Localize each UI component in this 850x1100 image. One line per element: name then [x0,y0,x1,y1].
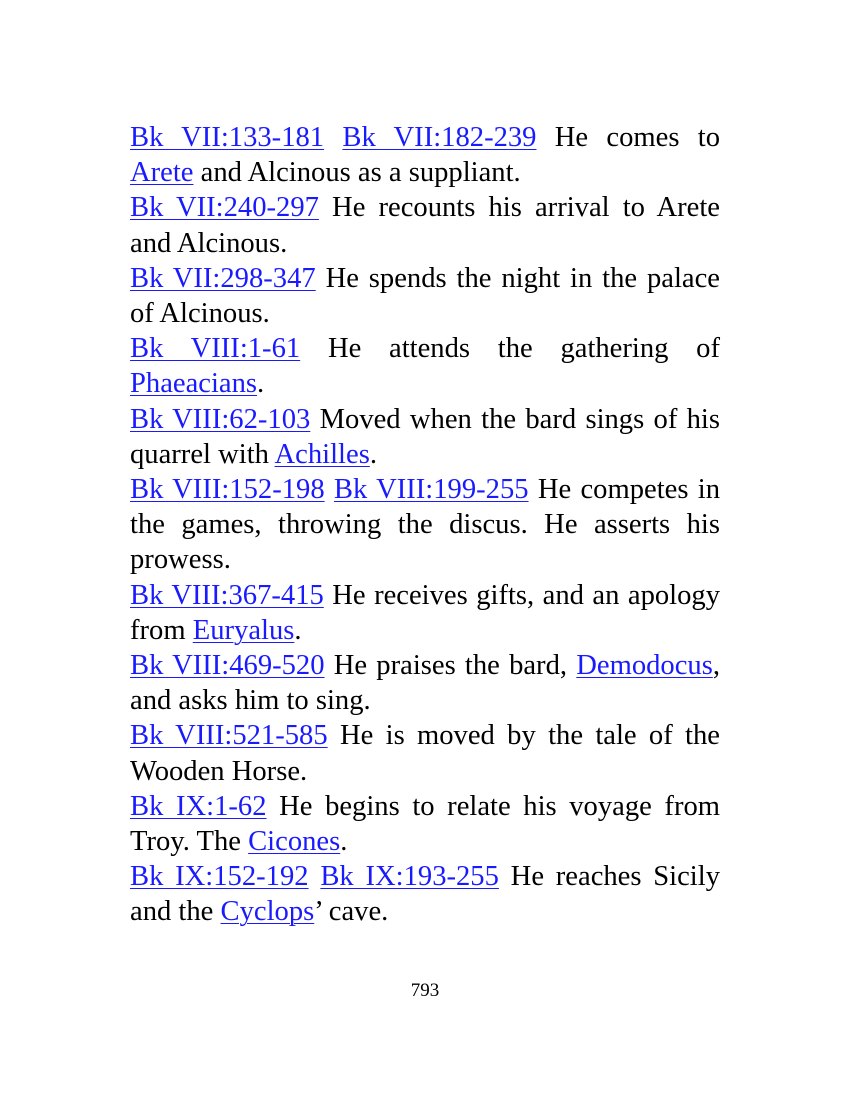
link-arete[interactable]: Arete [130,157,194,189]
ref-link-bk9-152-192[interactable]: Bk IX:152-192 [130,861,309,893]
ref-link-bk7-182-239[interactable]: Bk VII:182-239 [342,122,537,153]
link-achilles[interactable]: Achilles [274,438,370,470]
link-cicones[interactable]: Cicones [248,826,341,858]
entry-bk9-152 [130,859,720,929]
entry-text: He is moved by the tale of the Wooden Horse. [130,720,720,787]
entry-text: He attends the gathering of [300,333,721,365]
entry-text: and Alcinous as a suppliant. [193,157,521,189]
entry-text: He reaches Sicily and the [130,861,720,928]
entry-text: . [369,438,377,470]
ref-link-bk8-1-61[interactable]: Bk VIII:1-61 [130,333,301,365]
entry-bk8-469 [130,648,720,718]
entry-bk7-133 [130,120,720,190]
entry-bk8-521 [130,718,720,788]
entry-text: . [340,826,348,858]
entry-text: He praises the bard, [324,650,577,682]
link-euryalus[interactable]: Euryalus [192,614,295,646]
link-demodocus[interactable]: Demodocus [576,650,713,682]
entry-bk8-1 [130,331,720,401]
entry-text: , and asks him to sing. [130,650,720,717]
entry-text: ’ cave. [314,896,389,928]
entry-text: . [294,614,302,646]
link-phaeacians[interactable]: Phaeacians [130,368,258,400]
ref-link-bk8-367-415[interactable]: Bk VIII:367-415 [130,579,324,611]
entry-text: He receives gifts, and an apology from [130,579,721,646]
document-body [130,120,720,930]
entry-text: He recounts his arrival to Arete and Alcinous. [130,192,720,259]
ref-link-bk8-469-520[interactable]: Bk VIII:469-520 [130,650,325,682]
entry-bk7-298 [130,261,720,331]
ref-link-bk7-240-297[interactable]: Bk VII:240-297 [130,192,319,224]
entry-text: He competes in the games, throwing the discus. He asserts his prowess. [130,474,720,576]
ref-link-bk9-193-255[interactable]: Bk IX:193-255 [320,861,499,893]
page-number: 793 [410,980,440,1001]
ref-link-bk7-133-181[interactable]: Bk VII:133-181 [130,122,325,153]
separator [325,474,334,505]
entry-bk7-240 [130,190,720,260]
link-cyclops[interactable]: Cyclops [220,896,315,928]
entry-text: He begins to relate his voyage from Troy. The [130,790,721,858]
entry-bk8-62 [130,402,720,472]
separator [309,861,321,892]
entry-bk9-1 [130,789,720,859]
separator [324,122,342,153]
entry-text: He comes to [536,122,720,153]
ref-link-bk8-152-198[interactable]: Bk VIII:152-198 [130,474,325,506]
ref-link-bk9-1-62[interactable]: Bk IX:1-62 [130,790,267,822]
entry-text: He spends the night in the palace of Alcinous. [130,262,720,330]
entry-text: . [257,368,265,400]
entry-bk8-367 [130,578,720,648]
entry-text: Moved when the bard sings of his quarrel with [130,403,720,470]
ref-link-bk8-521-585[interactable]: Bk VIII:521-585 [130,720,328,752]
ref-link-bk8-62-103[interactable]: Bk VIII:62-103 [130,403,311,435]
entry-bk8-152 [130,472,720,578]
ref-link-bk7-298-347[interactable]: Bk VII:298-347 [130,262,316,294]
ref-link-bk8-199-255[interactable]: Bk VIII:199-255 [333,474,529,506]
